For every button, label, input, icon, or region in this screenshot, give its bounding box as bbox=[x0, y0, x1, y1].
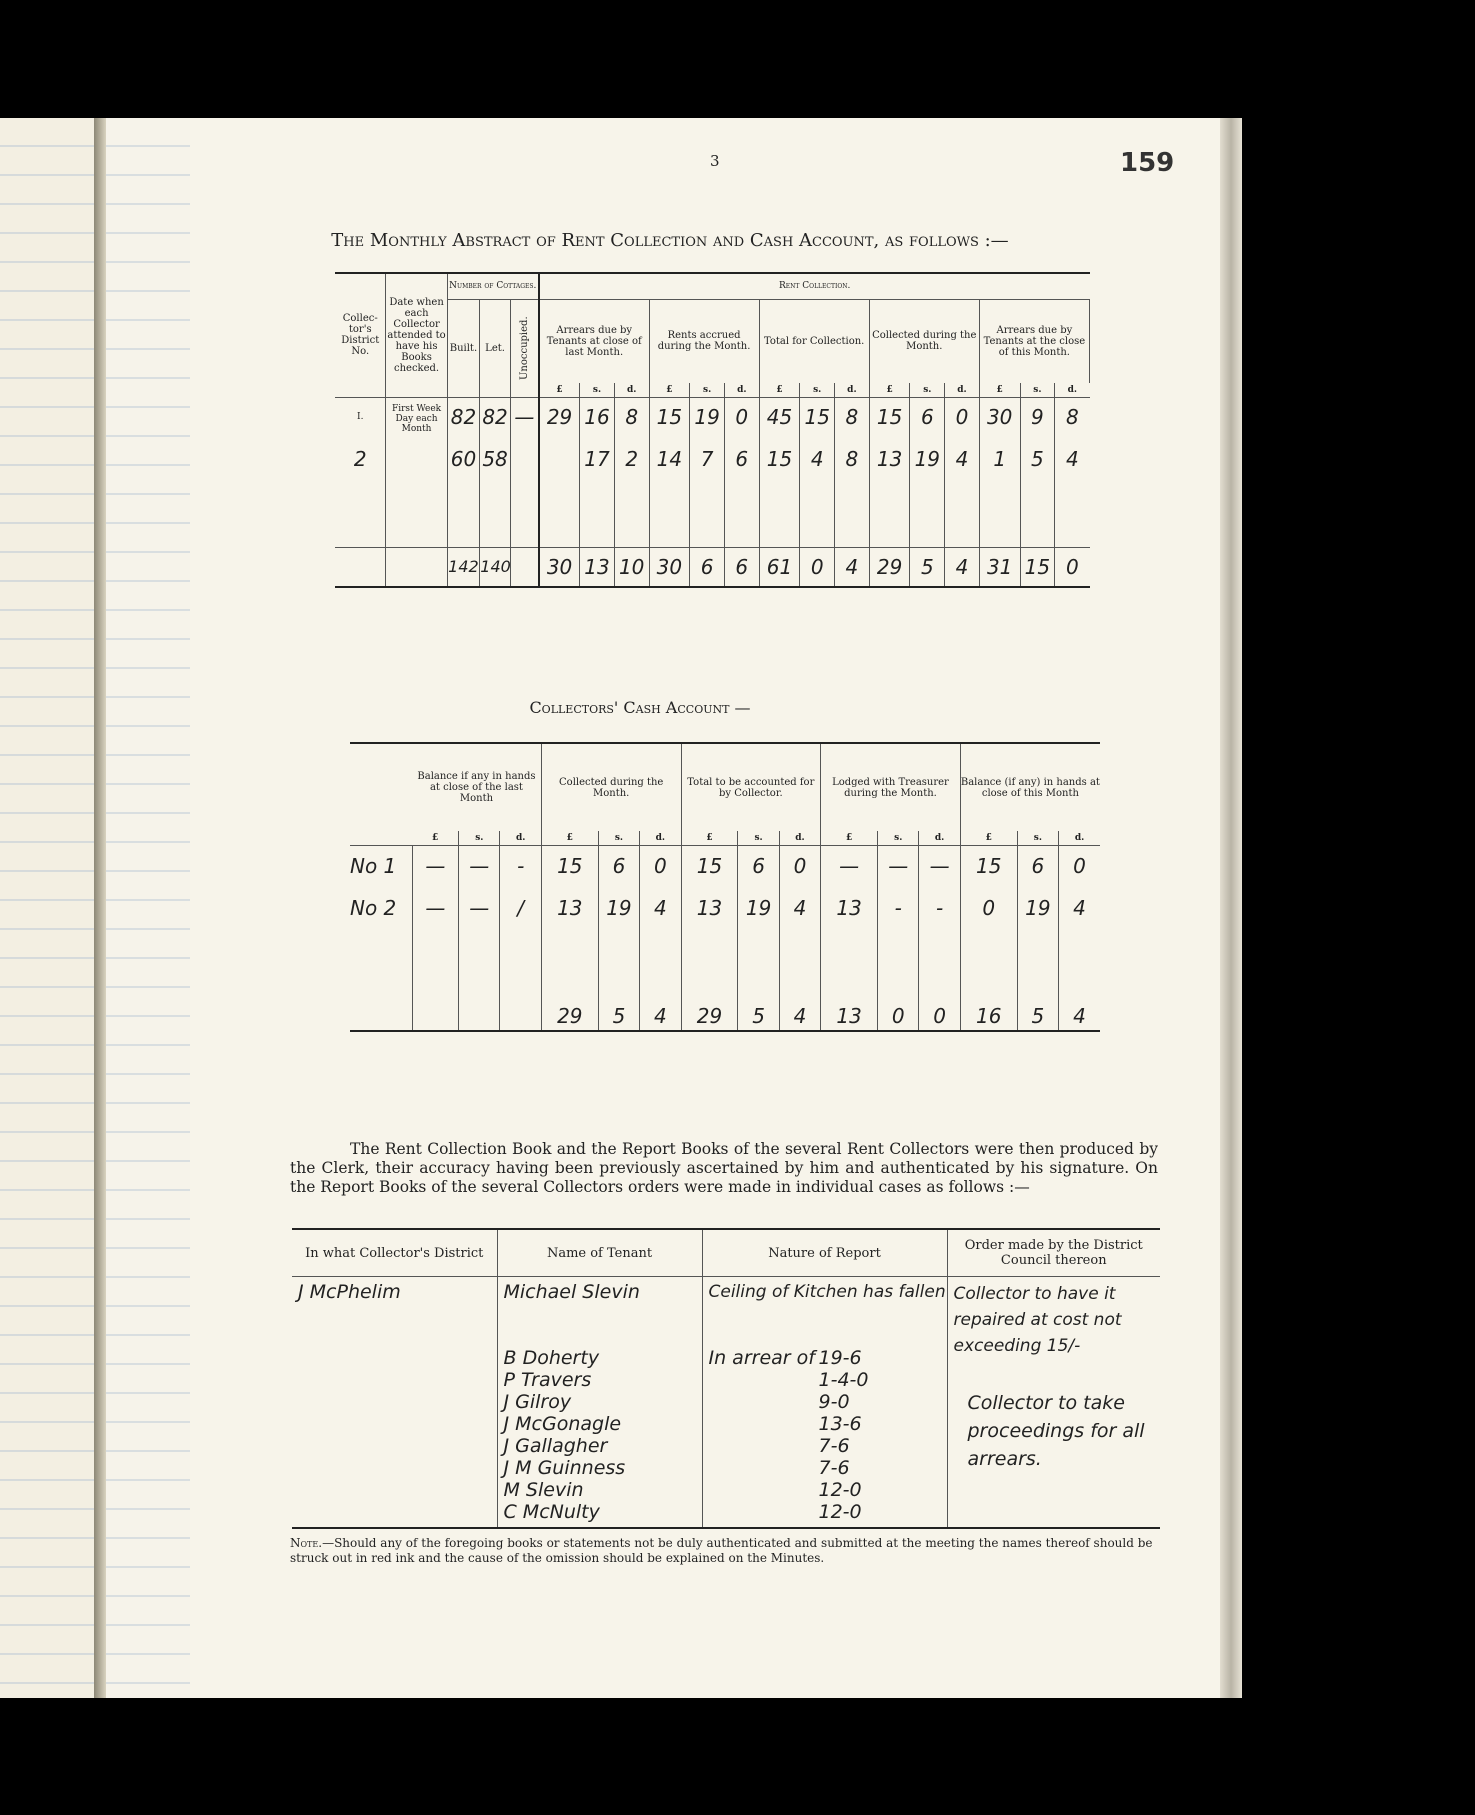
pence-header: d. bbox=[500, 831, 541, 845]
rents-pence: 0 bbox=[724, 397, 759, 437]
rents-pence-total: 6 bbox=[724, 547, 759, 587]
cash-account-table bbox=[350, 742, 1100, 1032]
lodged-pence-total: 0 bbox=[919, 1001, 960, 1031]
totals-row bbox=[335, 547, 1090, 587]
district-cell: I. bbox=[335, 397, 386, 437]
lodged-shillings-total: 0 bbox=[878, 1001, 919, 1031]
pence-header: d. bbox=[835, 383, 870, 397]
balance-this-shillings-total: 5 bbox=[1017, 1001, 1058, 1031]
cash-total-pence-total: 4 bbox=[779, 1001, 820, 1031]
rents-accrued-header: Rents accrued during the Month. bbox=[649, 299, 759, 383]
page-stack-edge bbox=[1220, 118, 1242, 1698]
lodged-shillings: - bbox=[878, 887, 919, 929]
built-total: 142 bbox=[447, 547, 480, 587]
balance-this-pounds: 15 bbox=[960, 845, 1017, 887]
built-cell: 60 bbox=[447, 437, 480, 481]
arrears-this-shillings: 5 bbox=[1020, 437, 1055, 481]
lodged-pounds: — bbox=[821, 845, 878, 887]
arrears-last-shillings-total: 13 bbox=[580, 547, 615, 587]
tenant-name: Michael Slevin bbox=[503, 1281, 640, 1303]
pence-header: d. bbox=[724, 383, 759, 397]
arrears-amount: 12-0 bbox=[818, 1501, 862, 1523]
arrears-last-shillings: 17 bbox=[580, 437, 615, 481]
balance-this-pence: 4 bbox=[1073, 896, 1086, 920]
shilling-header: s. bbox=[690, 383, 725, 397]
cash-collected-pounds-total: 29 bbox=[541, 1001, 598, 1031]
pence-header: d. bbox=[779, 831, 820, 845]
pound-header: £ bbox=[681, 831, 738, 845]
pence-header: d. bbox=[919, 831, 960, 845]
table-row bbox=[335, 437, 1090, 481]
district-column-header: In what Collector's District bbox=[292, 1229, 497, 1277]
unoccupied-cell: — bbox=[510, 397, 539, 437]
cash-row-label: No 1 bbox=[350, 845, 412, 887]
total-pounds-total: 61 bbox=[759, 547, 800, 587]
let-cell: 82 bbox=[480, 397, 511, 437]
arrears-block bbox=[709, 1347, 941, 1523]
lodged-pounds: 13 bbox=[821, 887, 878, 929]
tenant-name: J McGonagle bbox=[503, 1413, 622, 1435]
shilling-header: s. bbox=[738, 831, 779, 845]
arrears-amount: 12-0 bbox=[818, 1479, 862, 1501]
arrears-last-pence: 2 bbox=[614, 437, 649, 481]
rents-pounds: 15 bbox=[649, 397, 690, 437]
pound-header: £ bbox=[539, 383, 580, 397]
rents-shillings: 19 bbox=[690, 397, 725, 437]
cash-collected-header: Collected during the Month. bbox=[541, 743, 681, 831]
pence-header: d. bbox=[614, 383, 649, 397]
rents-pounds: 14 bbox=[649, 437, 690, 481]
total-shillings: 15 bbox=[800, 397, 835, 437]
arrears-this-pounds: 1 bbox=[979, 437, 1020, 481]
balance-this-pence-total: 4 bbox=[1073, 1003, 1086, 1028]
arrears-amount: 7-6 bbox=[818, 1435, 850, 1457]
cash-total-pounds-total: 29 bbox=[681, 1001, 738, 1031]
arrears-last-pounds bbox=[539, 437, 580, 481]
book-gutter bbox=[94, 118, 106, 1698]
table-row bbox=[350, 845, 1100, 887]
footnote bbox=[290, 1536, 1158, 1566]
report-paragraph: The Rent Collection Book and the Report Books of the several Rent Collectors were then produced by the Clerk, their accuracy having been previously ascertained by him and authenticated by his signature. On the Report Books of the several Collectors orders were made in individual cases as follows :— bbox=[290, 1140, 1158, 1196]
arrears-this-pence: 8 bbox=[1066, 405, 1079, 430]
shilling-header: s. bbox=[580, 383, 615, 397]
district-cell: 2 bbox=[335, 437, 386, 481]
arrears-this-pence: 4 bbox=[1066, 447, 1079, 471]
order-text: Collector to take proceedings for all arrears. bbox=[967, 1392, 1145, 1470]
balance-last-shillings: — bbox=[459, 845, 500, 887]
report-text: Ceiling of Kitchen has fallen bbox=[708, 1282, 946, 1302]
cash-collected-shillings-total: 5 bbox=[598, 1001, 639, 1031]
arrears-this-shillings: 9 bbox=[1020, 397, 1055, 437]
arrears-amount: 7-6 bbox=[818, 1457, 850, 1479]
arrears-last-pounds: 29 bbox=[539, 397, 580, 437]
collected-pounds-total: 29 bbox=[869, 547, 910, 587]
cash-total-pounds: 15 bbox=[681, 845, 738, 887]
unoccupied-cell bbox=[510, 437, 539, 481]
table-row bbox=[335, 397, 1090, 437]
rents-shillings: 7 bbox=[690, 437, 725, 481]
tenant-name: P Travers bbox=[503, 1369, 592, 1391]
total-pounds: 15 bbox=[759, 437, 800, 481]
collected-shillings-total: 5 bbox=[910, 547, 945, 587]
pence-header: d. bbox=[640, 831, 681, 845]
tenant-cell bbox=[497, 1277, 702, 1529]
collected-pounds: 15 bbox=[869, 397, 910, 437]
arrears-this-pounds-total: 31 bbox=[979, 547, 1020, 587]
collected-header: Collected during the Month. bbox=[869, 299, 979, 383]
lodged-shillings: — bbox=[878, 845, 919, 887]
rents-pounds-total: 30 bbox=[649, 547, 690, 587]
balance-last-pounds: — bbox=[412, 887, 459, 929]
rent-collection-header: Rent Collection. bbox=[539, 273, 1090, 299]
cash-account-title: Collectors' Cash Account — bbox=[529, 698, 751, 717]
balance-last-shillings: — bbox=[459, 887, 500, 929]
collector-district-cell bbox=[292, 1277, 497, 1529]
arrears-amount: 19-6 bbox=[818, 1347, 862, 1369]
pound-header: £ bbox=[649, 383, 690, 397]
total-shillings: 4 bbox=[800, 437, 835, 481]
cottages-header: Number of Cottages. bbox=[447, 273, 539, 299]
pence-header: d. bbox=[945, 383, 980, 397]
rents-shillings-total: 6 bbox=[690, 547, 725, 587]
cash-collected-shillings: 6 bbox=[598, 845, 639, 887]
note-label: Note. bbox=[290, 1536, 323, 1550]
arrears-last-pounds-total: 30 bbox=[539, 547, 580, 587]
collected-pounds: 13 bbox=[869, 437, 910, 481]
arrears-amount: 1-4-0 bbox=[818, 1369, 869, 1391]
balance-this-pounds-total: 16 bbox=[960, 1001, 1017, 1031]
folio-number: 159 bbox=[1120, 148, 1175, 178]
shilling-header: s. bbox=[598, 831, 639, 845]
rent-collection-table bbox=[335, 272, 1090, 588]
pound-header: £ bbox=[759, 383, 800, 397]
lodged-header: Lodged with Treasurer during the Month. bbox=[821, 743, 961, 831]
built-cell: 82 bbox=[447, 397, 480, 437]
balance-last-pence: / bbox=[500, 887, 541, 929]
shilling-header: s. bbox=[910, 383, 945, 397]
cash-total-shillings: 6 bbox=[738, 845, 779, 887]
arrears-this-shillings-total: 15 bbox=[1020, 547, 1055, 587]
arrears-last-header: Arrears due by Tenants at close of last Month. bbox=[539, 299, 649, 383]
total-header: Total for Collection. bbox=[759, 299, 869, 383]
cash-row-label: No 2 bbox=[350, 887, 412, 929]
pound-header: £ bbox=[821, 831, 878, 845]
cash-collected-pence-total: 4 bbox=[640, 1001, 681, 1031]
arrears-amounts bbox=[819, 1347, 869, 1523]
date-cell: First Week Day each Month bbox=[386, 397, 447, 481]
tenant-name: M Slevin bbox=[503, 1479, 584, 1501]
table-row-blank bbox=[350, 929, 1100, 1001]
cash-collected-pounds: 15 bbox=[541, 845, 598, 887]
cash-collected-pence: 4 bbox=[640, 887, 681, 929]
cash-total-shillings-total: 5 bbox=[738, 1001, 779, 1031]
arrears-amount: 13-6 bbox=[818, 1413, 862, 1435]
let-total: 140 bbox=[480, 547, 511, 587]
abstract-title: The Monthly Abstract of Rent Collection and Cash Account, as follows :— bbox=[331, 230, 1009, 251]
ruled-margin bbox=[106, 118, 190, 1698]
pound-header: £ bbox=[412, 831, 459, 845]
built-header: Built. bbox=[447, 299, 480, 397]
shilling-header: s. bbox=[1020, 383, 1055, 397]
cash-total-header: Total to be accounted for by Collector. bbox=[681, 743, 821, 831]
arrears-last-pence: 8 bbox=[614, 397, 649, 437]
balance-last-pence: - bbox=[500, 845, 541, 887]
district-header: Collec-tor's District No. bbox=[335, 273, 386, 397]
arrears-last-pence-total: 10 bbox=[614, 547, 649, 587]
lodged-pounds-total: 13 bbox=[821, 1001, 878, 1031]
page-number: 3 bbox=[710, 152, 720, 170]
shilling-header: s. bbox=[878, 831, 919, 845]
arrears-this-pence-total: 0 bbox=[1066, 554, 1079, 579]
cash-total-pounds: 13 bbox=[681, 887, 738, 929]
tenant-name: C McNulty bbox=[503, 1501, 600, 1523]
left-page-edge bbox=[0, 118, 96, 1698]
balance-this-pence: 0 bbox=[1073, 854, 1086, 879]
arrears-this-header: Arrears due by Tenants at the close of this Month. bbox=[979, 299, 1089, 383]
tenant-name: B Doherty bbox=[503, 1347, 600, 1369]
arrears-last-shillings: 16 bbox=[580, 397, 615, 437]
report-column-header: Nature of Report bbox=[702, 1229, 947, 1277]
table-row bbox=[292, 1277, 1160, 1529]
balance-last-header: Balance if any in hands at close of the last Month bbox=[412, 743, 541, 831]
arrears-label: In arrear of bbox=[708, 1347, 815, 1369]
total-shillings-total: 0 bbox=[800, 547, 835, 587]
collected-pence: 4 bbox=[945, 437, 980, 481]
total-pence-total: 4 bbox=[835, 547, 870, 587]
total-pence: 8 bbox=[835, 437, 870, 481]
table-row-blank bbox=[335, 481, 1090, 547]
arrears-this-pounds: 30 bbox=[979, 397, 1020, 437]
cash-total-pence: 0 bbox=[779, 845, 820, 887]
shilling-header: s. bbox=[459, 831, 500, 845]
collected-pence-total: 4 bbox=[945, 547, 980, 587]
order-column-header: Order made by the District Council thereon bbox=[947, 1229, 1160, 1277]
tenant-name: J M Guinness bbox=[503, 1457, 626, 1479]
pound-header: £ bbox=[869, 383, 910, 397]
arrears-amount: 9-0 bbox=[818, 1391, 850, 1413]
table-row bbox=[350, 887, 1100, 929]
order-cell bbox=[947, 1277, 1160, 1529]
pound-header: £ bbox=[541, 831, 598, 845]
cash-total-shillings: 19 bbox=[738, 887, 779, 929]
pence-header: d. bbox=[1067, 384, 1078, 395]
cash-total-pence: 4 bbox=[779, 887, 820, 929]
balance-this-header: Balance (if any) in hands at close of this Month bbox=[960, 776, 1100, 799]
total-pence: 8 bbox=[835, 397, 870, 437]
let-cell: 58 bbox=[480, 437, 511, 481]
ledger-page bbox=[190, 118, 1220, 1698]
pound-header: £ bbox=[979, 383, 1020, 397]
cash-collected-shillings: 19 bbox=[598, 887, 639, 929]
totals-row bbox=[350, 1001, 1100, 1031]
shilling-header: s. bbox=[800, 383, 835, 397]
collected-shillings: 19 bbox=[910, 437, 945, 481]
shilling-header: s. bbox=[1017, 831, 1058, 845]
cash-collected-pounds: 13 bbox=[541, 887, 598, 929]
cash-collected-pence: 0 bbox=[640, 845, 681, 887]
order-text: Collector to have it repaired at cost not exceeding 15/- bbox=[953, 1284, 1122, 1356]
pound-header: £ bbox=[960, 831, 1017, 845]
balance-last-pounds: — bbox=[412, 845, 459, 887]
balance-this-shillings: 19 bbox=[1017, 887, 1058, 929]
let-header: Let. bbox=[480, 299, 511, 397]
balance-this-shillings: 6 bbox=[1017, 845, 1058, 887]
pence-header: d. bbox=[1074, 832, 1085, 843]
orders-table bbox=[292, 1228, 1160, 1529]
balance-this-pounds: 0 bbox=[960, 887, 1017, 929]
collector-name: J McPhelim bbox=[298, 1281, 401, 1303]
tenant-name: J Gilroy bbox=[503, 1391, 572, 1413]
rents-pence: 6 bbox=[724, 437, 759, 481]
unoccupied-header: Unoccupied. bbox=[510, 299, 539, 397]
tenant-name: J Gallagher bbox=[503, 1435, 608, 1457]
lodged-pence: - bbox=[919, 887, 960, 929]
total-pounds: 45 bbox=[759, 397, 800, 437]
collected-shillings: 6 bbox=[910, 397, 945, 437]
tenant-column-header: Name of Tenant bbox=[497, 1229, 702, 1277]
lodged-pence: — bbox=[919, 845, 960, 887]
date-header: Date when each Collector attended to have his Books checked. bbox=[386, 273, 447, 397]
report-cell bbox=[702, 1277, 947, 1529]
collected-pence: 0 bbox=[945, 397, 980, 437]
note-text: —Should any of the foregoing books or statements not be duly authenticated and submitted at the meeting the names thereof should be struck out in red ink and the cause of the omission should be explained on the Minutes. bbox=[290, 1536, 1153, 1565]
